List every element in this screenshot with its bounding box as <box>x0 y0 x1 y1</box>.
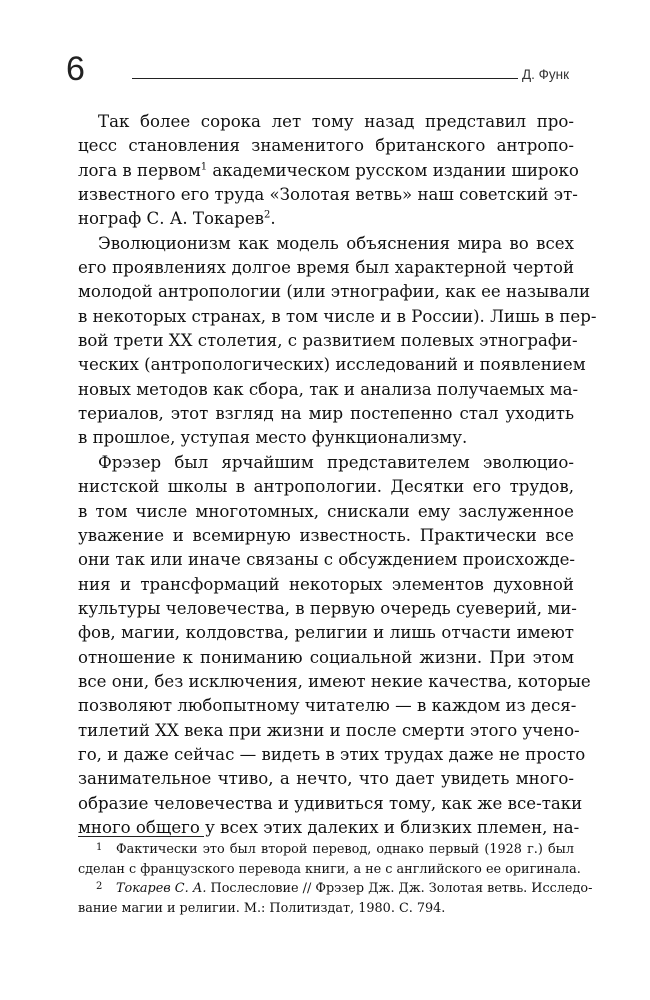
text-line: в том числе многотомных, снискали ему заслуженное <box>78 501 574 521</box>
page-number: 6 <box>66 50 85 88</box>
text-fragment: . <box>270 209 276 229</box>
footnote-1-cont: сделан с французского перевода книги, а не с английского ее оригинала. <box>78 861 581 877</box>
text-line: в некоторых странах, в том числе и в России). Лишь в пер- <box>78 306 597 326</box>
footnote-mark: 1 <box>96 842 103 853</box>
text-line: занимательное чтиво, а нечто, что дает увидеть много- <box>78 769 574 789</box>
text-line: все они, без исключения, имеют некие качества, которые <box>78 671 591 691</box>
footnote-text: Фактически это был второй перевод, однако первый (1928 г.) был <box>116 842 574 857</box>
footnote-2 <box>78 879 593 899</box>
text-fragment: нограф С. А. Токарев <box>78 209 264 229</box>
footnote-ref[interactable]: 2 <box>264 209 271 221</box>
text-line <box>78 207 574 231</box>
text-line: ческих (антропологических) исследований и появлением <box>78 355 586 375</box>
text-line: фов, магии, колдовства, религии и лишь отчасти имеют <box>78 623 574 643</box>
footnote-text: Послесловие // Фрэзер Дж. Дж. Золотая ветвь. Исследо- <box>206 881 593 896</box>
text-line: позволяют любопытному читателю — в каждом из деся- <box>78 696 577 716</box>
text-fragment: академическом русском издании широко <box>207 160 579 180</box>
footnote-mark: 2 <box>96 881 103 892</box>
text-line: отношение к пониманию социальной жизни. При этом <box>78 647 574 667</box>
text-line: в прошлое, уступая место функционализму. <box>78 428 468 448</box>
text-line: известного его труда «Золотая ветвь» наш советский эт- <box>78 185 578 205</box>
text-line: вой трети XX столетия, с развитием полевых этнографи- <box>78 331 578 351</box>
footnote-author: Токарев С. А. <box>116 881 207 896</box>
text-line: тилетий XX века при жизни и после смерти этого учено- <box>78 720 580 740</box>
footnote-ref[interactable]: 1 <box>200 161 208 173</box>
text-fragment: лога в первом <box>78 160 201 180</box>
text-line: уважение и всемирную известность. Практически все <box>78 525 574 545</box>
text-line: образие человечества и удивиться тому, как же все-таки <box>78 793 583 813</box>
footnotes <box>78 840 593 918</box>
text-line: цесс становления знаменитого британского антропо- <box>78 136 574 156</box>
header-rule <box>132 78 518 79</box>
running-head: Д. Функ <box>522 67 570 82</box>
text-line: Фрэзер был ярчайшим представителем эволюцио- <box>98 452 574 472</box>
text-line: териалов, этот взгляд на мир постепенно стал уходить <box>78 404 574 424</box>
footnote-1 <box>78 840 574 860</box>
text-line: нистской школы в антропологии. Десятки его трудов, <box>78 477 574 497</box>
text-line: Эволюционизм как модель объяснения мира во всех <box>98 233 574 253</box>
text-line: его проявлениях долгое время был характерной чертой <box>78 258 574 278</box>
text-line: много общего у всех этих далеких и близких племен, на- <box>78 817 580 837</box>
text-line: культуры человечества, в первую очередь суеверий, ми- <box>78 598 577 618</box>
footnote-2-cont: вание магии и религии. М.: Политиздат, 1980. С. 794. <box>78 900 446 916</box>
text-line: молодой антропологии (или этнографии, как ее называли <box>78 282 591 302</box>
text-line: они так или иначе связаны с обсуждением происхожде- <box>78 550 576 570</box>
text-line: новых методов как сбора, так и анализа получаемых ма- <box>78 379 579 399</box>
text-line: ния и трансформаций некоторых элементов духовной <box>78 574 574 594</box>
text-line: Так более сорока лет тому назад представил про- <box>98 112 574 131</box>
text-line <box>78 159 579 183</box>
body-text <box>78 110 597 840</box>
text-line: го, и даже сейчас — видеть в этих трудах даже не просто <box>78 744 586 764</box>
footnote-rule <box>78 836 204 837</box>
